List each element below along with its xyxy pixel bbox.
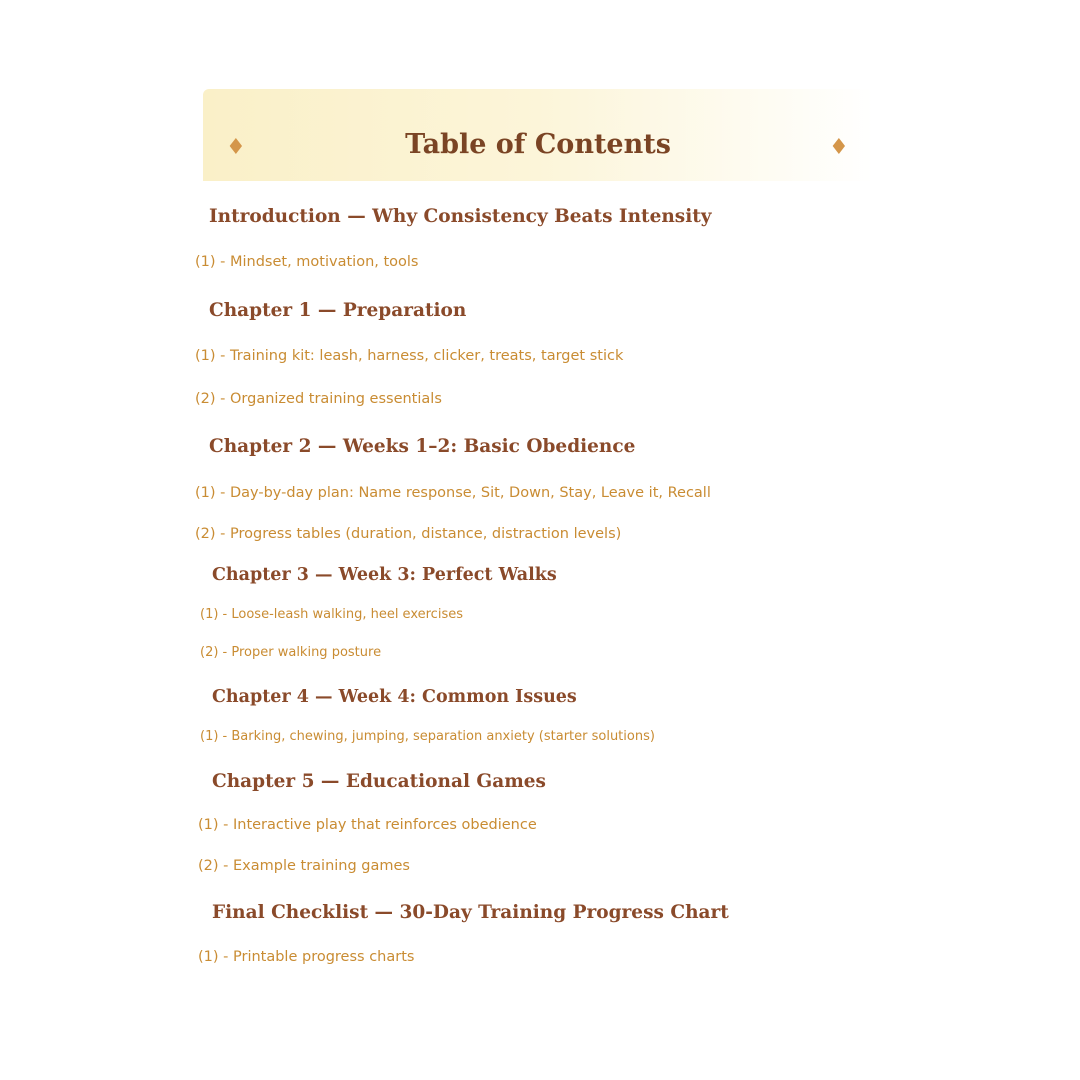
section-heading-chapter-2: Chapter 2 — Weeks 1–2: Basic Obedience bbox=[209, 436, 636, 457]
section-heading-introduction: Introduction — Why Consistency Beats Intensity bbox=[209, 206, 712, 227]
section-heading-chapter-3: Chapter 3 — Week 3: Perfect Walks bbox=[212, 565, 557, 585]
diamond-right-icon: ♦ bbox=[829, 135, 849, 160]
toc-item: (2) - Example training games bbox=[198, 858, 410, 874]
section-heading-chapter-5: Chapter 5 — Educational Games bbox=[212, 771, 546, 792]
page-title: Table of Contents bbox=[405, 129, 671, 160]
toc-item: (1) - Training kit: leash, harness, clicker, treats, target stick bbox=[195, 348, 624, 364]
toc-item: (1) - Day-by-day plan: Name response, Sit, Down, Stay, Leave it, Recall bbox=[195, 485, 711, 501]
toc-item: (1) - Barking, chewing, jumping, separation anxiety (starter solutions) bbox=[200, 729, 655, 744]
toc-item: (2) - Proper walking posture bbox=[200, 645, 382, 660]
toc-item: (2) - Progress tables (duration, distance, distraction levels) bbox=[195, 526, 622, 542]
toc-item: (1) - Loose-leash walking, heel exercises bbox=[200, 607, 463, 622]
section-heading-chapter-4: Chapter 4 — Week 4: Common Issues bbox=[212, 687, 577, 707]
toc-item: (1) - Printable progress charts bbox=[198, 949, 415, 965]
toc-item: (2) - Organized training essentials bbox=[195, 391, 442, 407]
toc-item: (1) - Interactive play that reinforces obedience bbox=[198, 817, 537, 833]
diamond-left-icon: ♦ bbox=[226, 135, 246, 160]
section-heading-chapter-1: Chapter 1 — Preparation bbox=[209, 300, 467, 321]
toc-item: (1) - Mindset, motivation, tools bbox=[195, 254, 419, 270]
section-heading-final-checklist: Final Checklist — 30-Day Training Progress Chart bbox=[212, 902, 729, 923]
